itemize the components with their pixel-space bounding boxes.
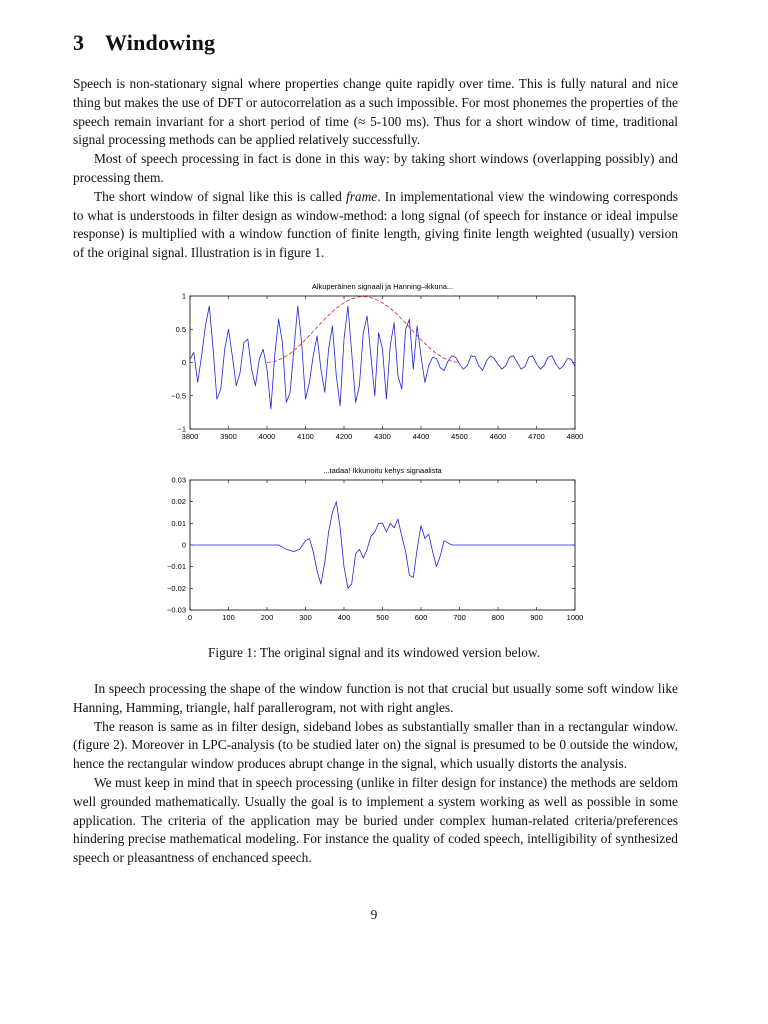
chart-1-xtick-label: 3800 [181,432,199,441]
chart-2-xtick-label: 400 [337,613,351,622]
chart-1-ytick-label: −1 [177,424,186,434]
section-number: 3 [73,30,85,55]
chart-2-xtick-label: 500 [376,613,389,622]
chart-1-xtick-label: 4100 [297,432,314,441]
chart-1-ytick-label: 0 [181,358,186,367]
chart-2-xtick-label: 100 [222,613,235,622]
figure-1 [0,272,768,632]
chart-1-title: Alkuperäinen signaali ja Hanning–ikkuna... [311,282,454,291]
chart-1-xtick-label: 4400 [412,432,430,441]
chart-2-xtick-label: 700 [453,613,466,622]
paragraph-4: In speech processing the shape of the window function is not that crucial but usually some soft window like Hanning, Hamming, triangle, half parallerogram, not with right angles. [73,681,678,715]
paragraph-2: Most of speech processing in fact is done in this way: by taking short windows (overlapping possibly) and processing them. [73,151,678,185]
body-text-bottom [73,680,678,868]
chart-2-ytick-label: 0.03 [171,475,186,485]
chart-2-xtick-label: 200 [260,613,274,622]
page-number: 9 [370,907,378,922]
chart-2-ytick-label: 0.02 [171,497,186,507]
chart-1-ytick-label: 0.5 [175,324,186,334]
chart-1-ytick-label: 1 [181,291,186,301]
chart-2-xtick-label: 900 [530,613,543,622]
paragraph-3 [73,188,678,263]
chart-1-xtick-label: 4200 [335,432,353,441]
section-title-text: Windowing [105,30,216,55]
chart-1-xtick-label: 4000 [258,432,276,441]
chart-2-xtick-label: 300 [299,613,312,622]
chart-2-xtick-label: 1000 [566,613,584,622]
chart-2-ytick-label: 0.01 [171,518,186,528]
body-text-top [73,75,678,263]
paragraph-3-end: . In implementational view the windowing corresponds to what is understoods in filter design as window-method: a long signal (of speech for instance or ideal impulse response) is multiplied with a window function of finite length, giving finite length weighted (usually) version of the original signal. Illustration is in figure 1. [73,188,678,261]
section-title [73,30,215,56]
chart-2-ytick-label: −0.01 [167,562,186,572]
chart-1-ytick-label: −0.5 [171,391,186,401]
chart-1-xtick-label: 4500 [451,432,468,441]
figure-caption: Figure 1: The original signal and its windowed version below. [207,645,541,660]
chart-1-xtick-label: 3900 [220,432,237,441]
frame-term: frame [346,188,378,204]
paragraph-3-start: The short window of signal like this is called [94,188,346,204]
chart-1-xtick-label: 4700 [528,432,545,441]
chart-2-ytick-label: −0.03 [167,605,186,615]
paragraph-1: Speech is non-stationary signal where properties change quite rapidly over time. This is fully natural and nice thing but makes the use of DFT or autocorrelation as a such impossible. For most phonemes the properties of the speech remain invariant for a short period of time (≈ 5-100 ms). Thus for a short window of time, traditional signal processing methods can be applied relatively successfully. [73,76,678,148]
paragraph-5: The reason is same as in filter design, sideband lobes as substantially smaller than in a rectangular window. (figure 2). Moreover in LPC-analysis (to be studied later on) the signal is presumed to be 0 outside the window, hence the rectangular window produces abrupt change in the signal, which usually distorts the analysis. [73,718,678,772]
paragraph-6: We must keep in mind that in speech processing (unlike in filter design for instance) the methods are seldom well grounded mathematically. Usually the goal is to implement a system working as well as possible in some application. The criteria of the application may be buried under complex human-related criteria/preferences hindering precise mathematical modeling. For instance the quality of coded speech, intelligibility of synthesized speech or pleasantness of enchanced speech. [73,774,678,866]
chart-2-xtick-label: 600 [414,613,428,622]
chart-1-xtick-label: 4300 [374,432,391,441]
chart-2-ytick-label: −0.02 [167,583,186,593]
chart-2-xtick-label: 0 [187,613,193,622]
chart-2-title: ...tadaa! Ikkunoitu kehys signaalista [323,466,442,475]
chart-2-xtick-label: 800 [491,613,505,622]
chart-1-xtick-label: 4600 [489,432,507,441]
chart-2-ytick-label: 0 [181,540,186,550]
chart-1-xtick-label: 4800 [566,432,584,441]
